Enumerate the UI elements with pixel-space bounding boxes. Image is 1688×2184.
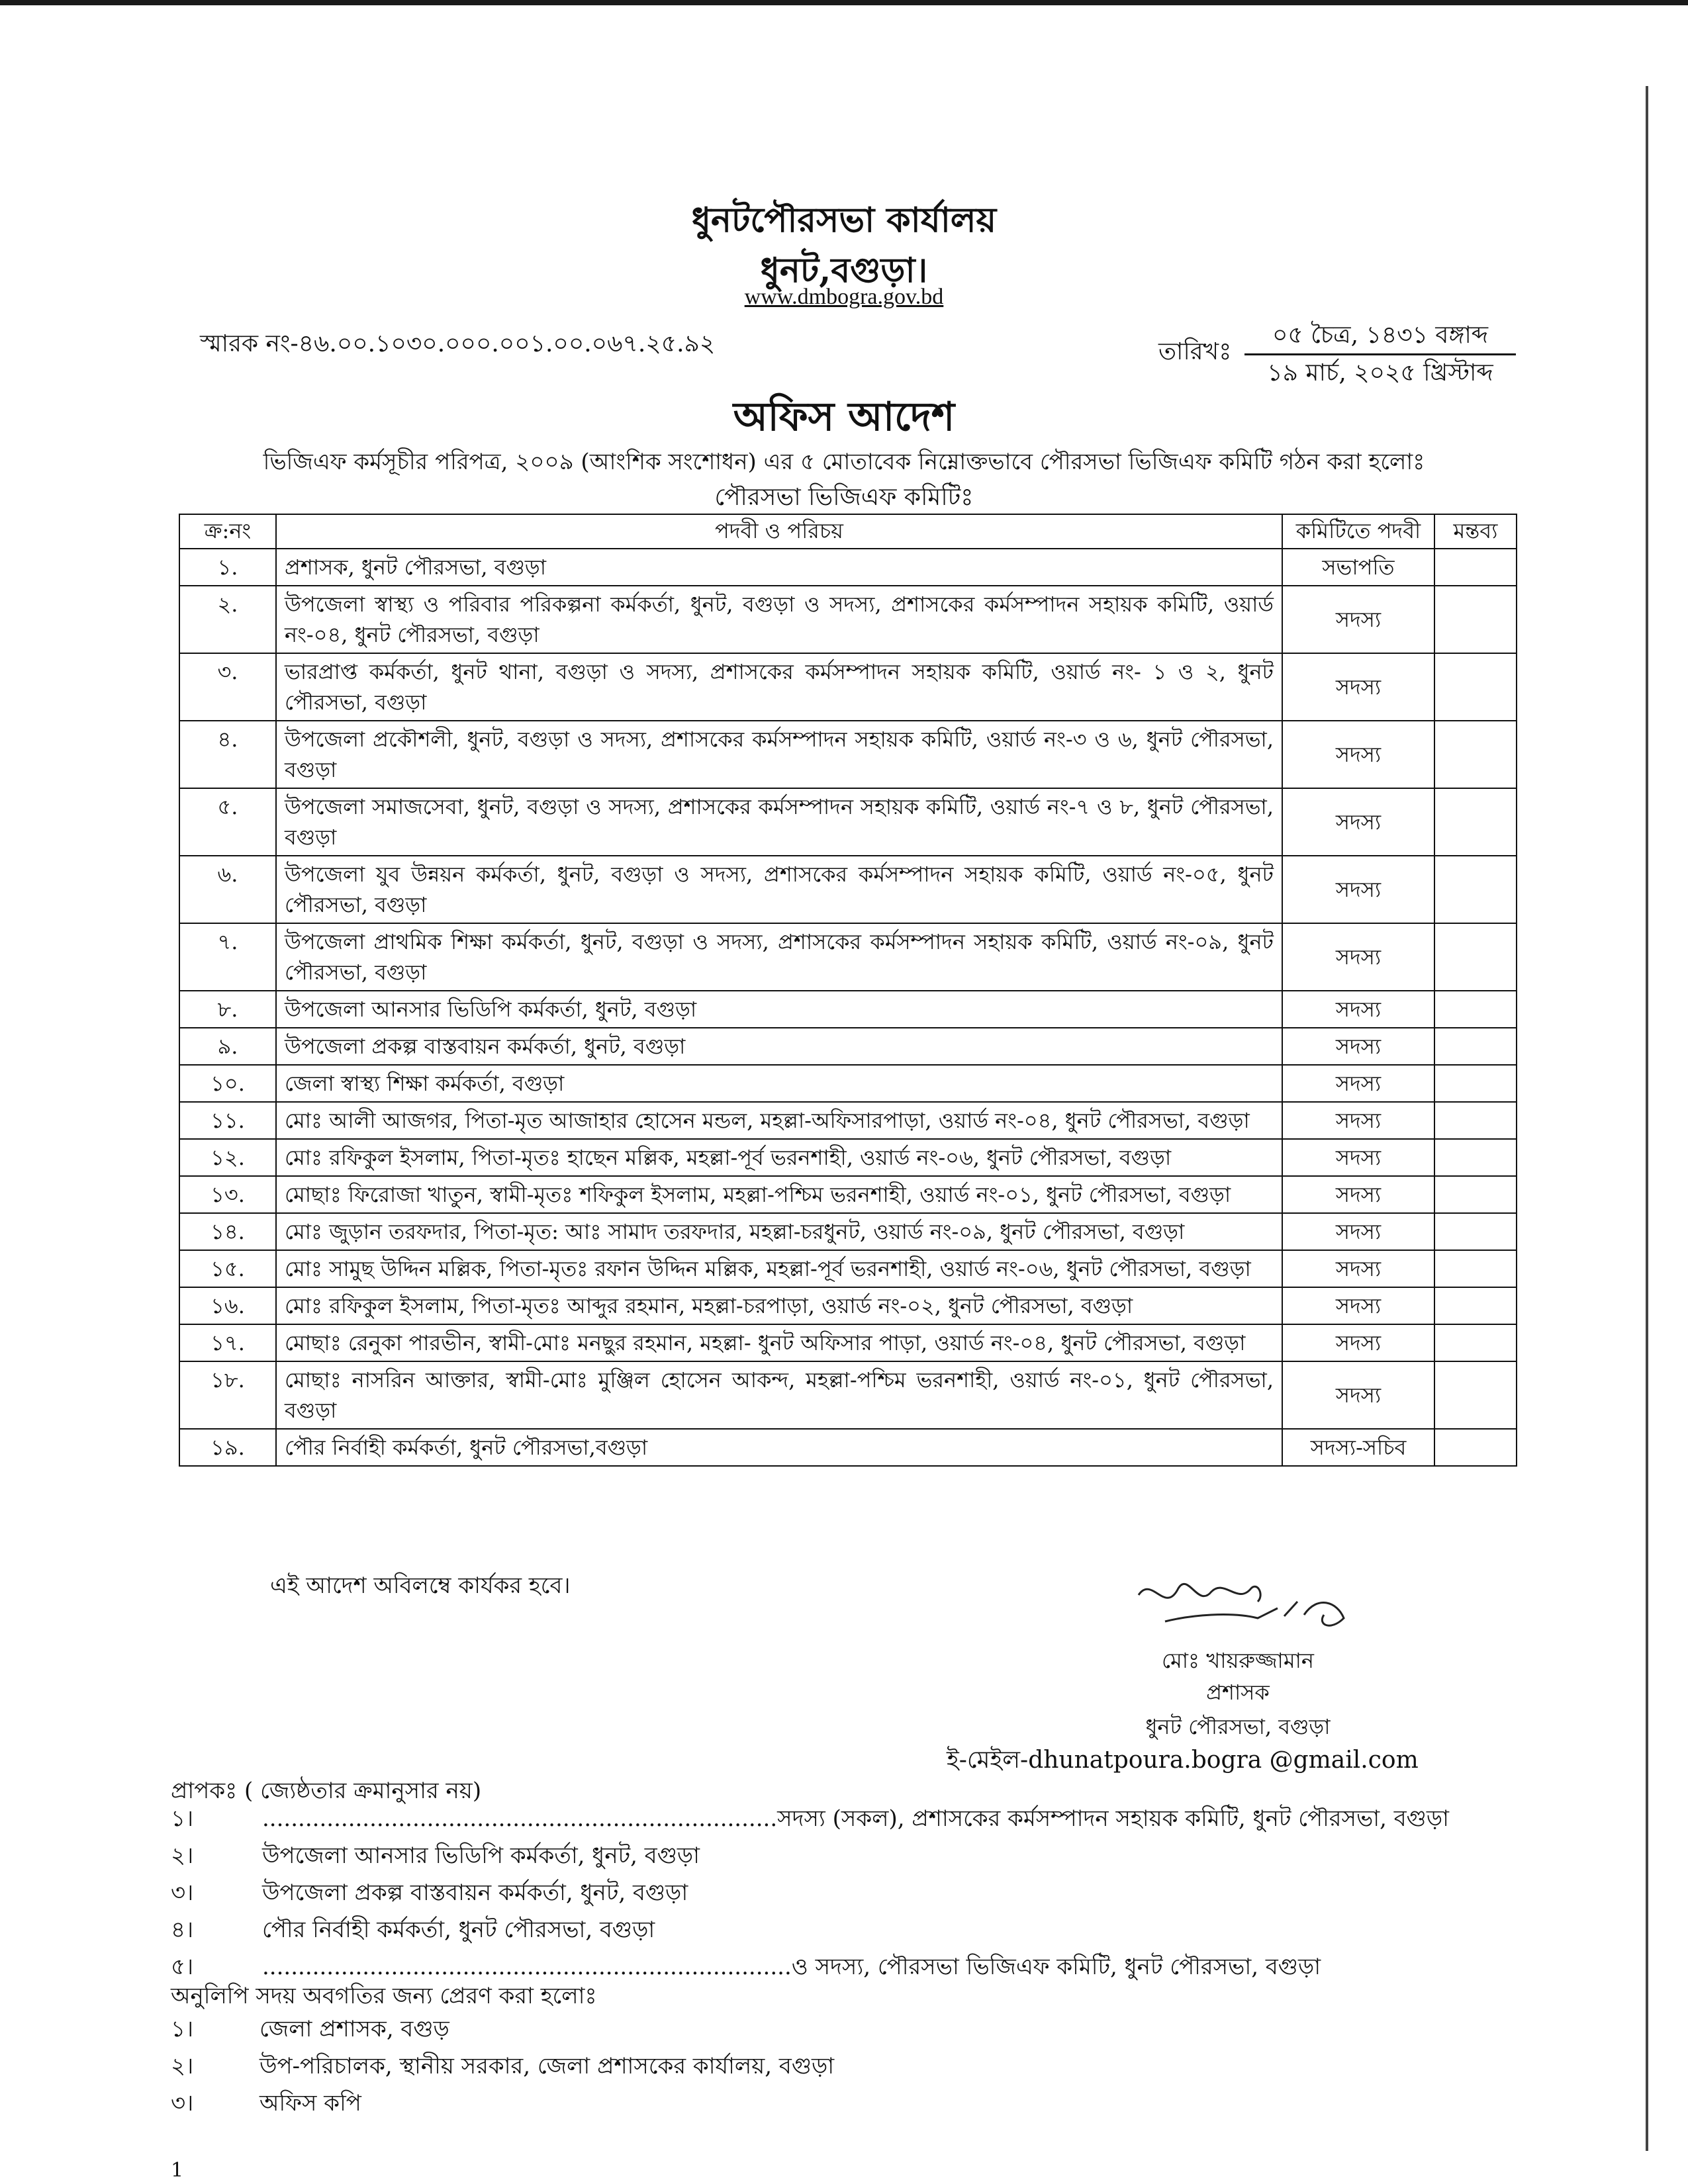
committee-table — [179, 514, 1517, 1467]
committee-title: পৌরসভা ভিজিএফ কমিটিঃ — [714, 484, 974, 511]
recipients-item-number: ৫। — [171, 1954, 194, 1980]
committee-role-cell: সদস্য — [1282, 1102, 1434, 1139]
header-committee-role: কমিটিতে পদবী — [1282, 514, 1434, 549]
table-row — [179, 1028, 1517, 1065]
remarks-cell — [1434, 1102, 1517, 1139]
recipients-title: প্রাপকঃ ( জ্যেষ্ঠতার ক্রমানুসার নয়) — [171, 1778, 482, 1804]
designation-cell: মোছাঃ রেনুকা পারভীন, স্বামী-মোঃ মনছুর রহমান, মহল্লা- ধুনট অফিসার পাড়া, ওয়ার্ড নং-০৪, ধুনট পৌরসভা, বগুড়া — [276, 1324, 1282, 1361]
designation-cell: মোঃ রফিকুল ইসলাম, পিতা-মৃতঃ হাছেন মল্লিক, মহল্লা-পূর্ব ভরনশাহী, ওয়ার্ড নং-০৬, ধুনট পৌরসভা, বগুড়া — [276, 1139, 1282, 1176]
order-effective-text: এই আদেশ অবিলম্বে কার্যকর হবে। — [270, 1572, 571, 1599]
committee-role-cell: সদস্য — [1282, 856, 1434, 923]
date-block — [1244, 318, 1516, 391]
committee-role-cell: সদস্য — [1282, 1361, 1434, 1429]
serial-cell: ১. — [179, 549, 276, 586]
serial-cell: ১৬. — [179, 1287, 276, 1324]
serial-cell: ২. — [179, 586, 276, 653]
designation-cell: ভারপ্রাপ্ত কর্মকর্তা, ধুনট থানা, বগুড়া ও সদস্য, প্রশাসকের কর্মসম্পাদন সহায়ক কমিটি, ওয়ার্ড নং- ১ ও ২, ধুনট পৌরসভা, বগুড়া — [276, 653, 1282, 721]
serial-cell: ৯. — [179, 1028, 276, 1065]
designation-cell: মোঃ জুড়ান তরফদার, পিতা-মৃত: আঃ সামাদ তরফদার, মহল্লা-চরধুনট, ওয়ার্ড নং-০৯, ধুনট পৌরসভা, বগুড়া — [276, 1213, 1282, 1250]
table-row — [179, 549, 1517, 586]
website-link[interactable]: www.dmbogra.gov.bd — [744, 285, 944, 309]
designation-cell: উপজেলা আনসার ভিডিপি কর্মকর্তা, ধুনট, বগুড়া — [276, 991, 1282, 1028]
committee-role-cell: সদস্য — [1282, 653, 1434, 721]
remarks-cell — [1434, 586, 1517, 653]
remarks-cell — [1434, 1429, 1517, 1466]
serial-cell: ৮. — [179, 991, 276, 1028]
table-row — [179, 1361, 1517, 1429]
designation-cell: উপজেলা স্বাস্থ্য ও পরিবার পরিকল্পনা কর্মকর্তা, ধুনট, বগুড়া ও সদস্য, প্রশাসকের কর্মসম্পাদন সহায়ক কমিটি, ওয়ার্ড নং-০৪, ধুনট পৌরসভা, বগুড়া — [276, 586, 1282, 653]
table-row — [179, 1287, 1517, 1324]
copy-item-number: ৩। — [171, 2090, 194, 2116]
header-remarks: মন্তব্য — [1434, 514, 1517, 549]
committee-role-cell: সদস্য — [1282, 721, 1434, 788]
serial-cell: ৬. — [179, 856, 276, 923]
serial-cell: ১২. — [179, 1139, 276, 1176]
committee-role-cell: সদস্য — [1282, 1065, 1434, 1102]
copy-title: অনুলিপি সদয় অবগতির জন্য প্রেরণ করা হলোঃ — [171, 1983, 597, 2009]
serial-cell: ১৩. — [179, 1176, 276, 1213]
committee-role-cell: সদস্য — [1282, 1287, 1434, 1324]
header-designation: পদবী ও পরিচয় — [276, 514, 1282, 549]
committee-role-cell: সদস্য — [1282, 788, 1434, 856]
designation-cell: উপজেলা প্রকৌশলী, ধুনট, বগুড়া ও সদস্য, প্রশাসকের কর্মসম্পাদন সহায়ক কমিটি, ওয়ার্ড নং-৩ ও ৬, ধুনট পৌরসভা, বগুড়া — [276, 721, 1282, 788]
remarks-cell — [1434, 1287, 1517, 1324]
recipients-item-text: ..........................................................................ও সদস্য, পৌরসভা ভিজিএফ কমিটি, ধুনট পৌরসভা, বগুড়া — [262, 1954, 1321, 1980]
table-row — [179, 788, 1517, 856]
table-row — [179, 1102, 1517, 1139]
remarks-cell — [1434, 549, 1517, 586]
signatory-email: ই-মেইল-dhunatpoura.bogra @gmail.com — [947, 1747, 1419, 1774]
date-bangla: ০৫ চৈত্র, ১৪৩১ বঙ্গাব্দ — [1244, 318, 1516, 355]
scan-top-edge — [0, 0, 1688, 5]
serial-cell: ১১. — [179, 1102, 276, 1139]
committee-role-cell: সদস্য-সচিব — [1282, 1429, 1434, 1466]
recipients-item-text: পৌর নির্বাহী কর্মকর্তা, ধুনট পৌরসভা, বগুড়া — [262, 1917, 655, 1943]
page-title: অফিস আদেশ — [733, 394, 955, 440]
committee-role-cell: সভাপতি — [1282, 549, 1434, 586]
remarks-cell — [1434, 1139, 1517, 1176]
header-serial: ক্র:নং — [179, 514, 276, 549]
designation-cell: মোঃ আলী আজগর, পিতা-মৃত আজাহার হোসেন মন্ডল, মহল্লা-অফিসারপাড়া, ওয়ার্ড নং-০৪, ধুনট পৌরসভা, বগুড়া — [276, 1102, 1282, 1139]
copy-item-text: জেলা প্রশাসক, বগুড় — [259, 2016, 449, 2042]
table-row — [179, 1250, 1517, 1287]
remarks-cell — [1434, 1250, 1517, 1287]
signatory-title: প্রশাসক — [1206, 1680, 1270, 1705]
table-row — [179, 653, 1517, 721]
table-body — [179, 549, 1517, 1466]
table-row — [179, 1065, 1517, 1102]
serial-cell: ১০. — [179, 1065, 276, 1102]
recipients-item-text: উপজেলা আনসার ভিডিপি কর্মকর্তা, ধুনট, বগুড়া — [262, 1843, 700, 1869]
remarks-cell — [1434, 856, 1517, 923]
table-row — [179, 991, 1517, 1028]
table-header-row — [179, 514, 1517, 549]
remarks-cell — [1434, 1028, 1517, 1065]
designation-cell: মোঃ সামুছ উদ্দিন মল্লিক, পিতা-মৃতঃ রফান উদ্দিন মল্লিক, মহল্লা-পূর্ব ভরনশাহী, ওয়ার্ড নং-০৬, ধুনট পৌরসভা, বগুড়া — [276, 1250, 1282, 1287]
table-row — [179, 721, 1517, 788]
designation-cell: মোঃ রফিকুল ইসলাম, পিতা-মৃতঃ আব্দুর রহমান, মহল্লা-চরপাড়া, ওয়ার্ড নং-০২, ধুনট পৌরসভা, বগুড়া — [276, 1287, 1282, 1324]
remarks-cell — [1434, 1324, 1517, 1361]
recipients-item-number: ৩। — [171, 1880, 194, 1906]
remarks-cell — [1434, 1213, 1517, 1250]
table-row — [179, 1213, 1517, 1250]
committee-role-cell: সদস্য — [1282, 923, 1434, 991]
remarks-cell — [1434, 991, 1517, 1028]
serial-cell: ৭. — [179, 923, 276, 991]
remarks-cell — [1434, 923, 1517, 991]
remarks-cell — [1434, 1176, 1517, 1213]
signatory-org: ধুনট পৌরসভা, বগুড়া — [1145, 1714, 1331, 1739]
committee-role-cell: সদস্য — [1282, 1250, 1434, 1287]
remarks-cell — [1434, 653, 1517, 721]
remarks-cell — [1434, 1065, 1517, 1102]
date-english: ১৯ মার্চ, ২০২৫ খ্রিস্টাব্দ — [1267, 359, 1493, 387]
date-label: তারিখঃ — [1158, 338, 1232, 365]
recipients-item-number: ২। — [171, 1843, 194, 1869]
copy-item-text: উপ-পরিচালক, স্থানীয় সরকার, জেলা প্রশাসকের কার্যালয়, বগুড়া — [259, 2053, 835, 2079]
table-row — [179, 1429, 1517, 1466]
serial-cell: ১৭. — [179, 1324, 276, 1361]
table-row — [179, 586, 1517, 653]
serial-cell: ১৯. — [179, 1429, 276, 1466]
committee-role-cell: সদস্য — [1282, 1324, 1434, 1361]
designation-cell: জেলা স্বাস্থ্য শিক্ষা কর্মকর্তা, বগুড়া — [276, 1065, 1282, 1102]
committee-role-cell: সদস্য — [1282, 991, 1434, 1028]
designation-cell: উপজেলা যুব উন্নয়ন কর্মকর্তা, ধুনট, বগুড়া ও সদস্য, প্রশাসকের কর্মসম্পাদন সহায়ক কমিটি, ওয়ার্ড নং-০৫, ধুনট পৌরসভা, বগুড়া — [276, 856, 1282, 923]
serial-cell: ১৮. — [179, 1361, 276, 1429]
page-number: 1 — [171, 2159, 184, 2182]
office-name: ধুনটপৌরসভা কার্যালয় — [691, 200, 997, 240]
designation-cell: মোছাঃ ফিরোজা খাতুন, স্বামী-মৃতঃ শফিকুল ইসলাম, মহল্লা-পশ্চিম ভরনশাহী, ওয়ার্ড নং-০১, ধুনট পৌরসভা, বগুড়া — [276, 1176, 1282, 1213]
table-row — [179, 1139, 1517, 1176]
committee-role-cell: সদস্য — [1282, 1028, 1434, 1065]
committee-role-cell: সদস্য — [1282, 586, 1434, 653]
table-row — [179, 856, 1517, 923]
signatory-name: মোঃ খায়রুজ্জামান — [1162, 1648, 1314, 1673]
table-row — [179, 923, 1517, 991]
intro-text: ভিজিএফ কর্মসূচীর পরিপত্র, ২০০৯ (আংশিক সংশোধন) এর ৫ মোতাবেক নিম্নোক্তভাবে পৌরসভা ভিজিএফ কমিটি গঠন করা হলোঃ — [263, 449, 1425, 475]
designation-cell: প্রশাসক, ধুনট পৌরসভা, বগুড়া — [276, 549, 1282, 586]
remarks-cell — [1434, 1361, 1517, 1429]
recipients-item-text: ........................................................................সদস্য (সকল), প্রশাসকের কর্মসম্পাদন সহায়ক কমিটি, ধুনট পৌরসভা, বগুড়া — [262, 1805, 1449, 1832]
serial-cell: ১৫. — [179, 1250, 276, 1287]
serial-cell: ৫. — [179, 788, 276, 856]
copy-item-text: অফিস কপি — [259, 2090, 361, 2116]
table-row — [179, 1324, 1517, 1361]
memo-number: স্মারক নং-৪৬.০০.১০৩০.০০০.০০১.০০.০৬৭.২৫.৯২ — [200, 330, 716, 357]
copy-item-number: ১। — [171, 2016, 194, 2042]
recipients-item-number: ১। — [171, 1805, 194, 1832]
recipients-item-text: উপজেলা প্রকল্প বাস্তবায়ন কর্মকর্তা, ধুনট, বগুড়া — [262, 1880, 688, 1906]
committee-role-cell: সদস্য — [1282, 1176, 1434, 1213]
designation-cell: উপজেলা প্রাথমিক শিক্ষা কর্মকর্তা, ধুনট, বগুড়া ও সদস্য, প্রশাসকের কর্মসম্পাদন সহায়ক কমিটি, ওয়ার্ড নং-০৯, ধুনট পৌরসভা, বগুড়া — [276, 923, 1282, 991]
serial-cell: ১৪. — [179, 1213, 276, 1250]
remarks-cell — [1434, 721, 1517, 788]
designation-cell: পৌর নির্বাহী কর্মকর্তা, ধুনট পৌরসভা,বগুড়া — [276, 1429, 1282, 1466]
recipients-item-number: ৪। — [171, 1917, 194, 1943]
designation-cell: উপজেলা প্রকল্প বাস্তবায়ন কর্মকর্তা, ধুনট, বগুড়া — [276, 1028, 1282, 1065]
signature-scribble — [1125, 1569, 1364, 1641]
committee-role-cell: সদস্য — [1282, 1213, 1434, 1250]
designation-cell: উপজেলা সমাজসেবা, ধুনট, বগুড়া ও সদস্য, প্রশাসকের কর্মসম্পাদন সহায়ক কমিটি, ওয়ার্ড নং-৭ ও ৮, ধুনট পৌরসভা, বগুড়া — [276, 788, 1282, 856]
committee-role-cell: সদস্য — [1282, 1139, 1434, 1176]
designation-cell: মোছাঃ নাসরিন আক্তার, স্বামী-মোঃ মুঞ্জিল হোসেন আকন্দ, মহল্লা-পশ্চিম ভরনশাহী, ওয়ার্ড নং-০১, ধুনট পৌরসভা, বগুড়া — [276, 1361, 1282, 1429]
remarks-cell — [1434, 788, 1517, 856]
serial-cell: ৪. — [179, 721, 276, 788]
table-row — [179, 1176, 1517, 1213]
office-location: ধুনট,বগুড়া। — [760, 250, 928, 291]
serial-cell: ৩. — [179, 653, 276, 721]
copy-item-number: ২। — [171, 2053, 194, 2079]
